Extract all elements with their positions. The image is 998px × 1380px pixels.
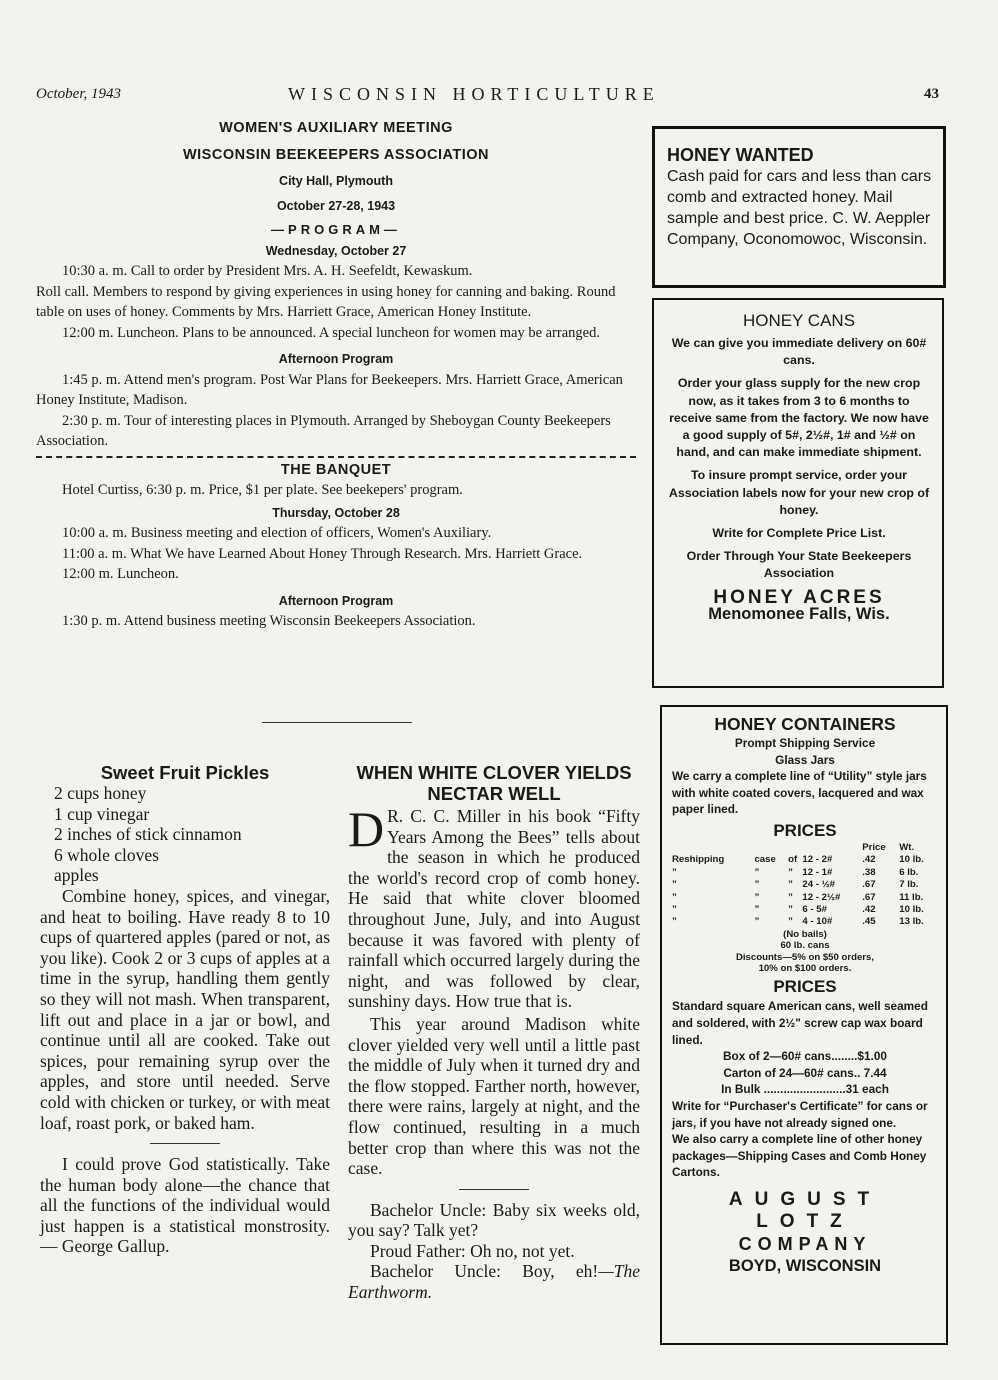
price-line: In Bulk .........................31 each [721,1082,889,1097]
ad-text: We can give you immediate delivery on 60# cans. [671,336,927,368]
program-item: 2:30 p. m. Tour of interesting places in Plymouth. Arranged by Sheboygan County Beekeepers Association. [36,412,611,449]
joke-source: —The Earthworm. [348,1261,640,1303]
ad-text: Standard square American cans, well seamed and soldered, with 2½" screw cap wax board lined. [672,999,928,1047]
divider [459,1189,529,1190]
page-number: 43 [924,86,939,102]
ingredient-item: apples [54,865,99,886]
ad-subtitle: Glass Jars [775,752,835,767]
article-title: WHEN WHITE CLOVER YIELDS NECTAR WELL [356,762,632,804]
banquet-heading: THE BANQUET [280,461,392,478]
price-note: (No bails) [783,928,827,940]
divider [36,456,636,458]
ad-title: HONEY WANTED [667,145,814,165]
table-row: ” ” ” 24 - ½# .67 7 lb. [672,879,919,891]
afternoon-heading: Afternoon Program [278,593,394,608]
ad-text: Write for “Purchaser's Certificate” for cans or jars, if you have not already signed one. [672,1099,928,1130]
meeting-program [36,118,636,632]
section-rule [262,722,412,723]
ad-brand: HONEY ACRES [713,586,885,608]
program-day1: Wednesday, October 27 [265,243,407,258]
price-line: Box of 2—60# cans........$1.00 [723,1049,887,1064]
program-label: —PROGRAM— [271,222,401,237]
honey-cans-ad [652,298,944,688]
issue-date: October, 1943 [36,86,121,102]
article-body: D R. C. C. Miller in his book “Fifty Years Among the Bees” tells about the season in which he produced the world's record crop of comb honey. He said that white clover bloomed throughout June, July, and into August because it was favored with plenty of rainfall which occurred largely during the night, and was followed by clear, sunshiny days. How true that is. [348,801,640,1012]
pickles-article [40,762,330,1257]
program-item: 12:00 m. Luncheon. Plans to be announced. A special luncheon for women may be arranged. [62,324,600,341]
ad-title: HONEY CONTAINERS [714,714,896,734]
program-dates: October 27-28, 1943 [276,198,396,213]
price-note: 60 lb. cans [780,940,830,952]
ad-text: We carry a complete line of “Utility” style jars with white coated covers, lacquered and wax paper lined. [672,769,927,817]
ad-brand: COMPANY [738,1233,872,1254]
price-line: Carton of 24—60# cans.. 7.44 [723,1065,887,1080]
table-row: ” ” ” 12 - 2½# .67 11 lb. [672,891,924,903]
column-header: Price [862,841,886,853]
ad-text: We also carry a complete line of other honey packages—Shipping Cases and Comb Honey Cartons. [672,1132,927,1180]
program-item: Hotel Curtiss, 6:30 p. m. Price, $1 per plate. See beekepers' program. [62,482,463,498]
table-row: ” ” ” 4 - 10# .45 13 lb. [672,916,924,928]
clover-article [348,762,640,1303]
table-header [672,842,938,854]
joke-line: Proud Father: Oh no, not yet. [370,1240,575,1261]
program-subtitle: WISCONSIN BEEKEEPERS ASSOCIATION [182,146,490,163]
ad-text: Order your glass supply for the new crop now, as it takes from 3 to 6 months to receive same from the factory. We now have a good supply of 5#, 2½#, 1# and ½# on hand, and can make immediate shipment. [669,376,929,460]
gallup-quote: I could prove God statistically. Take the human body alone—the chance that all the functions of the individual would just happen is a statistical monstrosity. — George Gallup. [40,1154,330,1257]
table-row: Reshipping case of 12 - 2# .42 10 lb. [672,854,924,866]
program-item: Roll call. Members to respond by giving experiences in using honey for canning and baking. Round table on uses of honey. Comments by Mrs. Harriett Grace, American Honey Institute. [36,283,616,320]
honey-wanted-ad [652,126,946,288]
ingredient-item: 6 whole cloves [54,844,159,865]
ad-title: HONEY CANS [742,311,856,330]
ad-subtitle: Prompt Shipping Service [734,736,876,750]
ad-text: Cash paid for cars and less than cars comb and extracted honey. Mail sample and best price. C. W. Aeppler Company, Oconomowoc, Wisconsin. [667,168,932,248]
article-body: This year around Madison white clover yielded very well until a little past the middle of July when it turned dry and the flow stopped. Farther north, however, there were rains, largely at night, and the flow continued, resulting in a much better crop than where this was not the case. [348,1013,640,1179]
ingredient-item: 2 inches of stick cinnamon [54,824,242,845]
ad-brand: AUGUST LOTZ [728,1188,882,1232]
divider [150,1143,220,1144]
program-title: WOMEN'S AUXILIARY MEETING [219,120,453,136]
ad-location: BOYD, WISCONSIN [728,1256,882,1275]
ad-text: To insure prompt service, order your Association labels now for your new crop of honey. [668,468,930,517]
ad-text: Write for Complete Price List. [712,526,886,541]
program-item: 10:00 a. m. Business meeting and election of officers, Women's Auxiliary. [62,525,492,541]
honey-containers-ad [660,705,948,1345]
prices-heading: PRICES [773,977,837,997]
program-item: 11:00 a. m. What We have Learned About Honey Through Research. Mrs. Harriett Grace. [62,545,583,562]
price-table [672,842,938,929]
program-item: 12:00 m. Luncheon. [62,566,179,582]
drop-cap: D [348,801,385,857]
program-day2: Thursday, October 28 [272,505,400,520]
magazine-title: WISCONSIN HORTICULTURE [288,84,660,104]
table-row: ” ” ” 6 - 5# .42 10 lb. [672,904,924,915]
table-row: ” ” ” 12 - 1# .38 6 lb. [672,866,919,878]
article-body: Combine honey, spices, and vinegar, and heat to boiling. Have ready 8 to 10 cups of quartered apples (pared or not, as you like). Cook 2 or 3 cups of apples at a time in the syrup, handling them gently so they will not mash. When transparent, lift out and place in a jar or bowl, and continue until all are cooked. Take out spices, pour remaining syrup over the apples, and store until needed. Serve cold with chicken or turkey, or with meat loaf, roast pork, or baked ham. [40,885,330,1133]
prices-heading: PRICES [773,820,837,840]
ingredient-item: 2 cups honey [54,783,147,803]
program-item: 1:30 p. m. Attend business meeting Wisconsin Beekeepers Association. [62,613,476,629]
column-header: Wt. [899,841,915,853]
price-note: 10% on $100 orders. [758,963,852,975]
program-item: 1:45 p. m. Attend men's program. Post War Plans for Beekeepers. Mrs. Harriett Grace, American Honey Institute, Madison. [36,371,623,408]
program-place: City Hall, Plymouth [279,174,393,188]
ingredient-item: 1 cup vinegar [54,803,150,824]
joke-line: Bachelor Uncle: Boy, eh!—The Earthworm. [348,1261,640,1303]
program-item: 10:30 a. m. Call to order by President Mrs. A. H. Seefeldt, Kewaskum. [62,263,473,279]
joke-line: Bachelor Uncle: Baby six weeks old, you say? Talk yet? [348,1199,640,1241]
ad-location: Menomonee Falls, Wis. [708,604,890,623]
article-title: Sweet Fruit Pickles [100,762,270,783]
afternoon-heading: Afternoon Program [278,352,394,366]
ad-text: Order Through Your State Beekeepers Association [686,549,912,581]
price-note: Discounts—5% on $50 orders, [735,951,875,963]
